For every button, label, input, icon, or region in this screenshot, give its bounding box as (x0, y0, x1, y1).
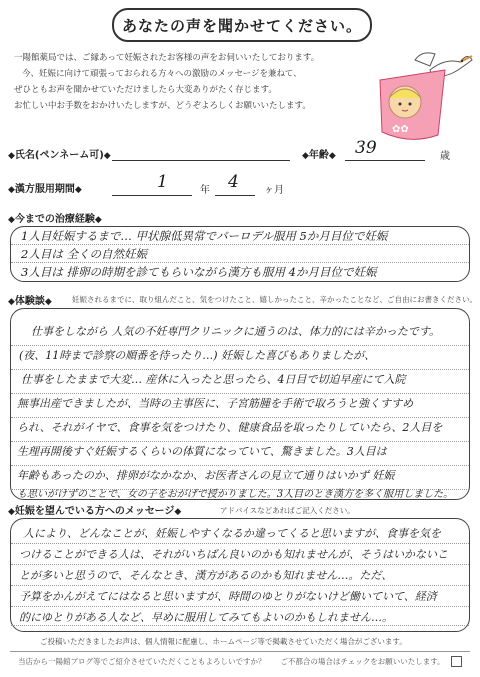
experience-note: 妊娠されるまでに、取り組んだこと、気をつけたこと、嬉しかったこと、辛かったことなど、ご自由にお書きください。 (72, 295, 477, 304)
treatment-line: 1人目妊娠するまで… 甲状腺低異常でパーロデル服用 5か月目位で妊娠 (21, 229, 388, 243)
period-months-field[interactable] (215, 194, 255, 196)
advice-label: ◆妊娠を望んでいる方へのメッセージ◆ (8, 506, 182, 517)
name-label: ◆氏名(ペンネーム可)◆ (8, 150, 111, 161)
treatment-line: 3人目は 排卵の時期を診てもらいながら漢方も服用 4か月目位で妊娠 (21, 265, 377, 279)
footer-bar (10, 651, 470, 671)
footer-check (280, 656, 462, 668)
experience-line: も思いがけずのことで、女の子をおがげで授かりました。3人目のとき漢方を多く服用しました。 (17, 489, 454, 500)
footer-check-text: ご不都合の場合はチェックをお願いいたします。 (280, 656, 445, 666)
experience-line: 仕事をしたままで大変… 産休に入ったと思ったら、4日目で切迫早産にて入院 (21, 373, 406, 386)
experience-box[interactable] (10, 308, 470, 500)
intro-line: お忙しい中お手数をおかけいたしますが、どうぞよろしくお願いいたします。 (14, 101, 311, 111)
experience-label: ◆体験談◆ (8, 296, 52, 307)
experience-line: (夜、11時まで診察の順番を待ったり…) 妊娠した喜びもありましたが、 (19, 349, 376, 362)
advice-note: アドバイスなどあればご記入ください。 (220, 506, 355, 515)
period-month-unit: ヶ月 (264, 185, 284, 196)
treatment-box[interactable] (10, 226, 470, 282)
period-years-field[interactable] (112, 194, 192, 196)
advice-line: 予算をかんがえてにはなると思いますが、時間のゆとりがないけど働いていて、経済 (19, 590, 437, 603)
advice-line: 人により、どんなことが、妊娠しやすくなるか違ってくると思いますが、食事を気を (23, 527, 441, 540)
intro-line: 今、妊娠に向けて頑張っておられる方々への激励のメッセージを兼ねて、 (22, 69, 302, 79)
consent-note: ご投稿いただきましたお声は、個人情報に配慮し、ホームページ等で掲載させていただく場合がございます。 (40, 637, 407, 646)
stork-baby-illustration (360, 40, 475, 145)
footer-text: 当店から一陽館ブログ等でご紹介させていただくこともよろしいですか？ (18, 657, 266, 666)
advice-line: つけることができる人は、それがいちばん良いのかも知れませんが、そうはいかないこ (19, 548, 448, 561)
opt-out-checkbox[interactable] (451, 656, 462, 667)
page-title (112, 8, 372, 42)
age-label: ◆年齢◆ (302, 150, 336, 161)
intro-line: ぜひともお声を聞かせていただけましたら大変ありがたく存じます。 (14, 85, 277, 95)
period-label: ◆漢方服用期間◆ (8, 184, 82, 195)
experience-line: 年齢もあったのか、排卵がなかなか、お医者さんの見立て通りはいかず 妊娠 (17, 469, 395, 482)
bundle-icon (380, 70, 445, 139)
period-year-unit: 年 (200, 185, 210, 196)
experience-line: られ、それがイヤで、食事を気をつけたり、健康食品を取ったりしていたら、2人目を (17, 421, 443, 434)
treatment-label: ◆今までの治療経験◆ (8, 214, 102, 225)
experience-line: 無事出産できましたが、当時の主事医に、子宮筋腫を手術で取ろうと強くすすめ (17, 397, 414, 410)
period-months-value: 4 (228, 172, 239, 192)
treatment-line: 2人目は 全くの自然妊娠 (21, 247, 147, 261)
age-field[interactable] (345, 159, 425, 161)
advice-line: 的にゆとりがある人など、早めに服用してみてもよいのかもしれません…。 (19, 611, 393, 624)
intro-line: 一陽館薬局では、ご縁あって妊娠されたお客様の声をお伺いいたしております。 (14, 53, 320, 63)
age-value: 39 (355, 138, 377, 158)
age-unit: 歳 (440, 151, 450, 162)
experience-line: 生理再開後すぐ妊娠するくらいの体質になっていて、驚きました。3人目は (17, 445, 387, 458)
svg-text:✿✿: ✿✿ (392, 124, 409, 135)
period-years-value: 1 (157, 172, 168, 192)
name-field[interactable] (112, 159, 290, 161)
intro-text (14, 50, 364, 114)
experience-line: 仕事をしながら 人気の不妊専門クリニックに通うのは、体力的には辛かったです。 (31, 325, 440, 338)
page-title-text: あなたの声を聞かせてください。 (121, 16, 362, 35)
advice-box[interactable] (10, 518, 470, 632)
advice-line: とが多いと思うので、そんなとき、漢方があるのかも知れません…。ただ、 (19, 569, 393, 582)
